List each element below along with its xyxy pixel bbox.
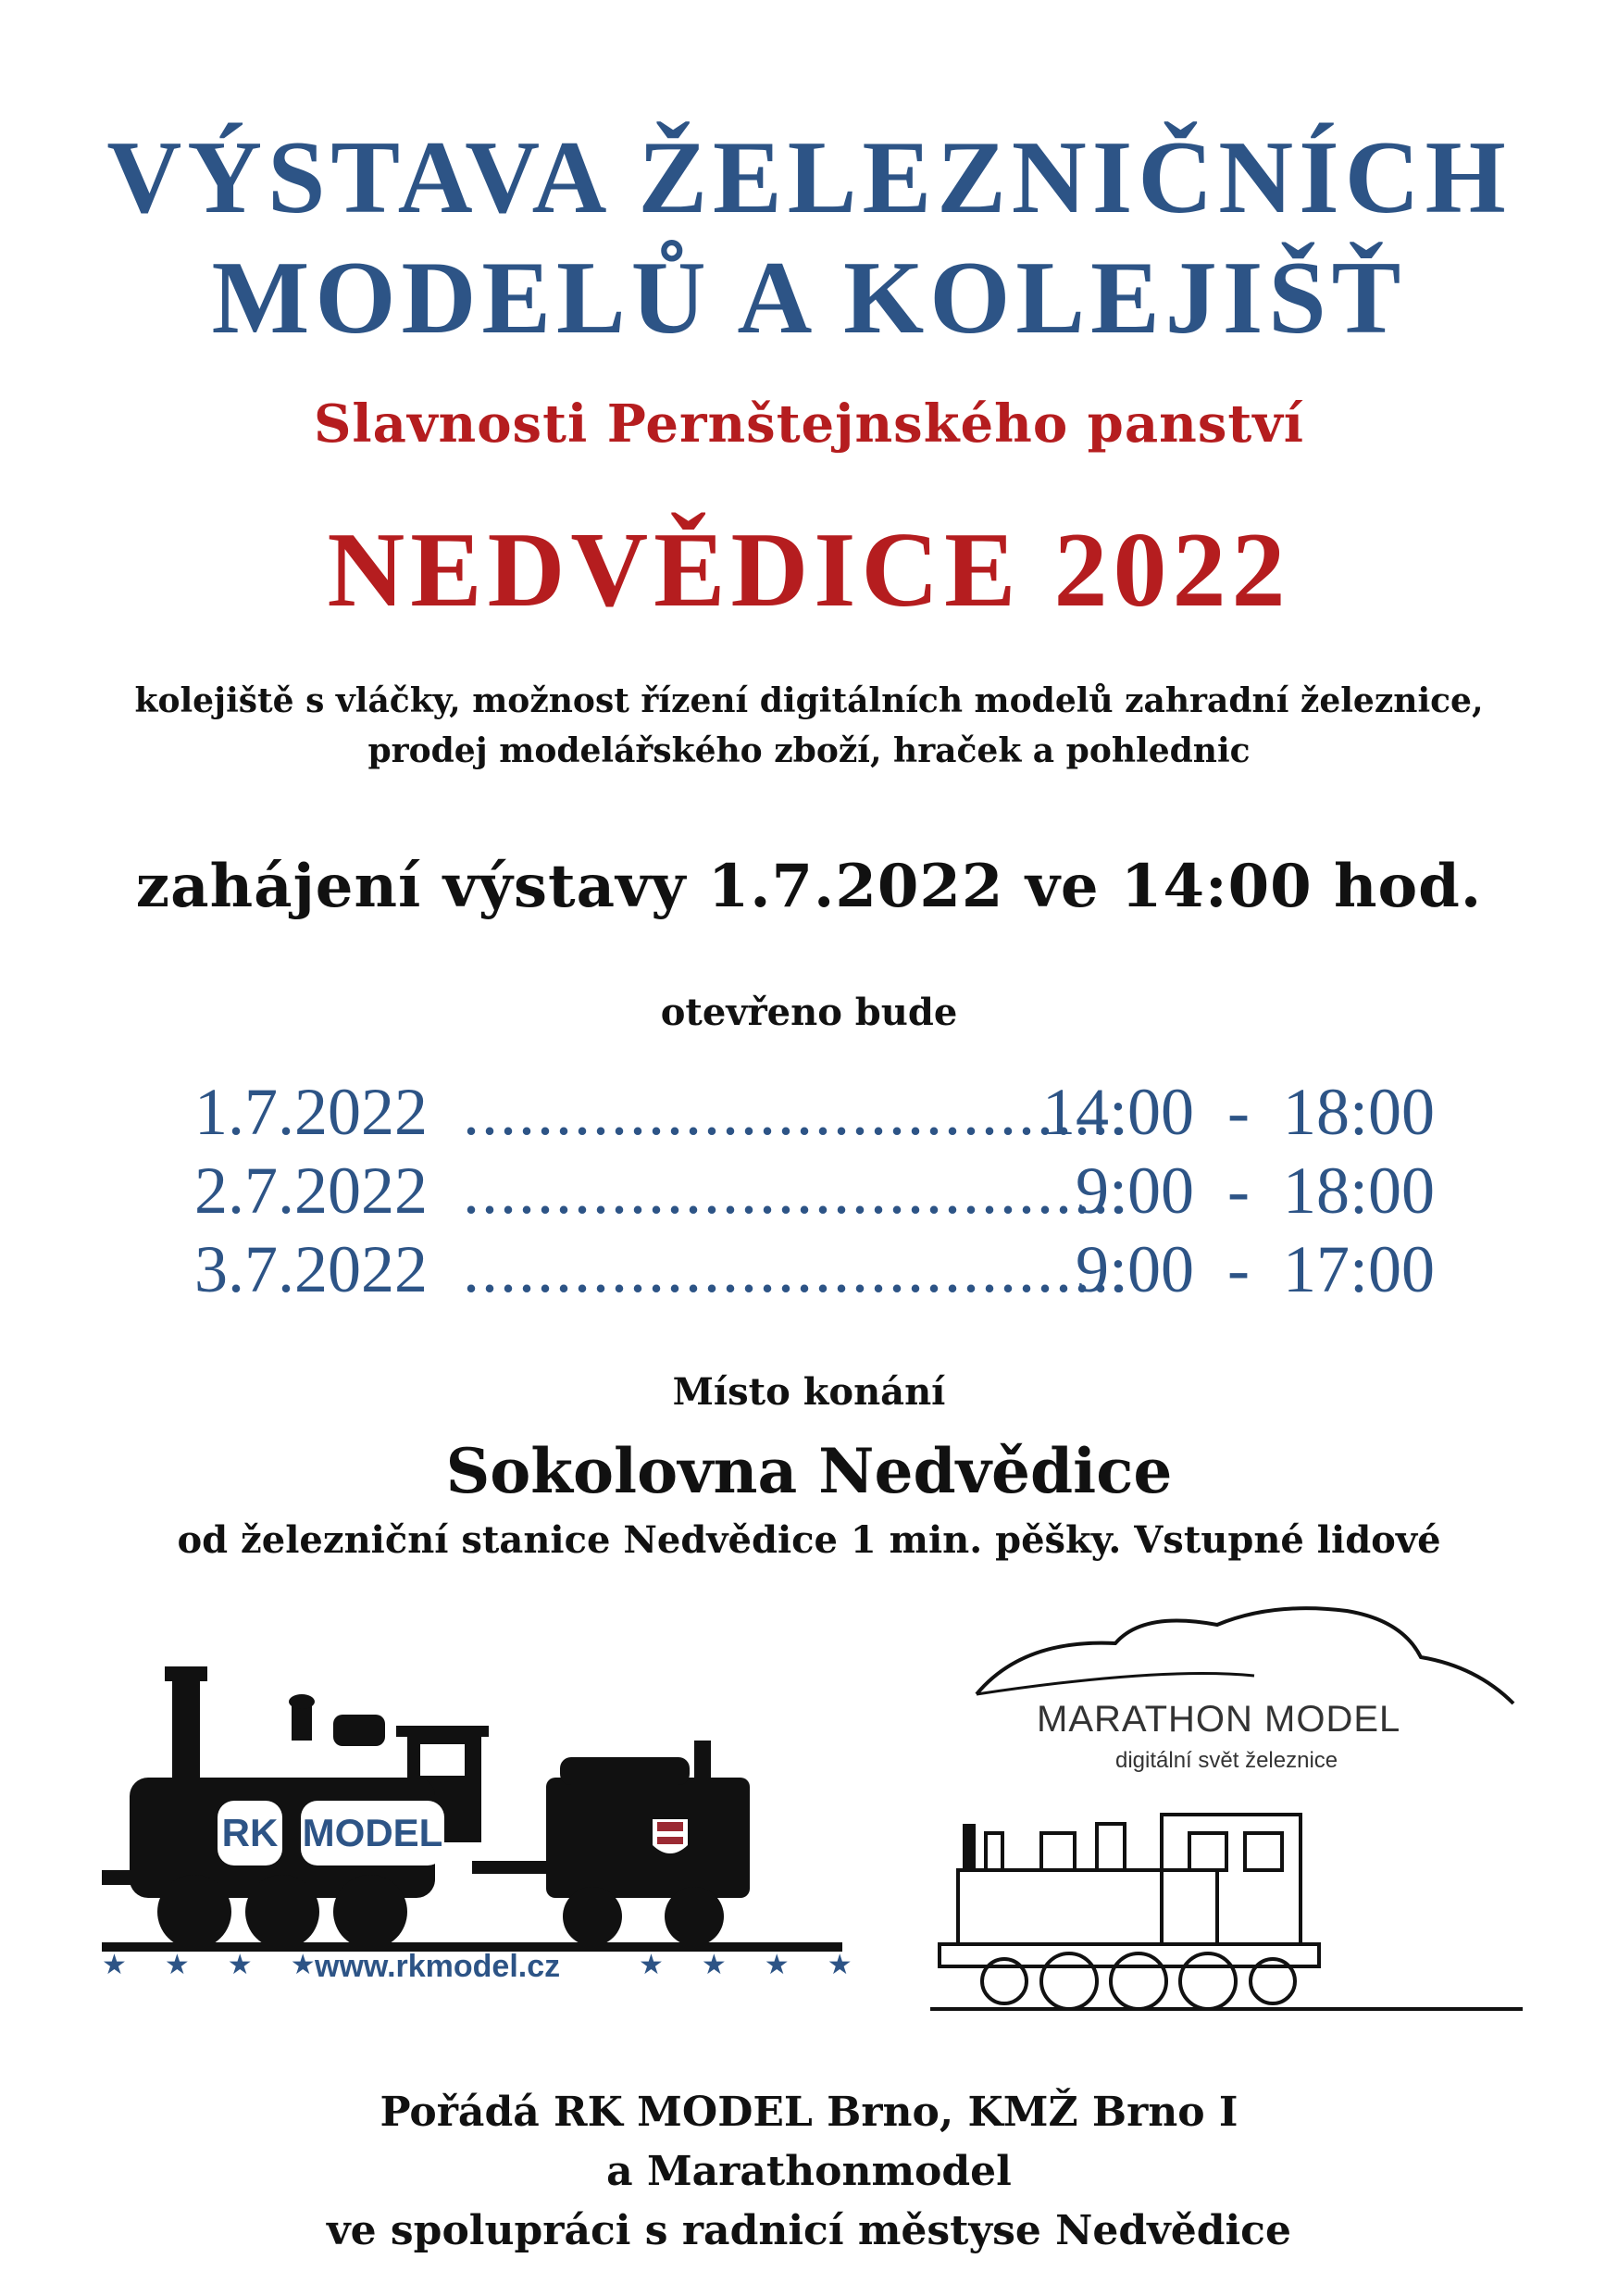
footer-line-1: Pořádá RK MODEL Brno, KMŽ Brno I	[380, 2089, 1238, 2136]
schedule-time: 9:00 - 17:00	[1076, 1232, 1435, 1306]
footer-line-3: ve spolupráci s radnicí městyse Nedvědice	[327, 2207, 1291, 2254]
schedule-time: 9:00 - 18:00	[1076, 1154, 1435, 1228]
venue-heading: Místo konání	[672, 1370, 946, 1414]
marathon-tagline: digitální svět železnice	[1115, 1748, 1338, 1773]
title-line-1: VÝSTAVA ŽELEZNIČNÍCH	[106, 120, 1512, 235]
rk-logo-word2: MODEL	[302, 1811, 443, 1854]
footer-line-2: a Marathonmodel	[606, 2148, 1012, 2195]
description-line-1: kolejiště s vláčky, možnost řízení digitálních modelů zahradní železnice,	[134, 681, 1484, 720]
schedule-row	[194, 1153, 1435, 1227]
rk-stars-row	[102, 1949, 856, 1984]
schedule-dots: ....................................	[463, 1232, 1129, 1306]
rk-model-logo	[102, 1648, 856, 1984]
description-line-2: prodej modelářského zboží, hraček a pohlednic	[367, 731, 1251, 770]
marathon-name: MARATHON MODEL	[1037, 1699, 1401, 1740]
rk-logo-word1: RK	[221, 1811, 279, 1854]
title-line-2: MODELŮ A KOLEJIŠŤ	[211, 241, 1407, 356]
schedule-date: 3.7.2022	[194, 1232, 428, 1306]
schedule-dots: ....................................	[463, 1075, 1129, 1149]
star-icon: ★ ★ ★ ★	[639, 1950, 856, 1980]
rk-locomotive-icon	[102, 1648, 842, 1981]
venue-access: od železniční stanice Nedvědice 1 min. pěšky. Vstupné lidové	[177, 1518, 1441, 1562]
star-icon: ★ ★ ★ ★	[102, 1950, 319, 1980]
schedule-date: 2.7.2022	[194, 1154, 428, 1228]
schedule-heading: otevřeno bude	[660, 991, 958, 1034]
venue-name: Sokolovna Nedvědice	[445, 1435, 1173, 1507]
opening-date: zahájení výstavy 1.7.2022 ve 14:00 hod.	[135, 852, 1483, 921]
schedule-time: 14:00 - 18:00	[1042, 1075, 1435, 1149]
marathon-cloud-train-icon	[884, 1602, 1532, 2018]
rk-url: www.rkmodel.cz	[315, 1949, 561, 1984]
event-year: NEDVĚDICE 2022	[327, 511, 1291, 630]
schedule-row	[194, 1074, 1435, 1148]
subtitle: Slavnosti Pernštejnského panství	[313, 393, 1305, 455]
schedule-row	[194, 1231, 1435, 1305]
marathon-model-logo	[884, 1602, 1532, 2018]
schedule-date: 1.7.2022	[194, 1075, 428, 1149]
schedule-dots: ....................................	[463, 1154, 1129, 1228]
